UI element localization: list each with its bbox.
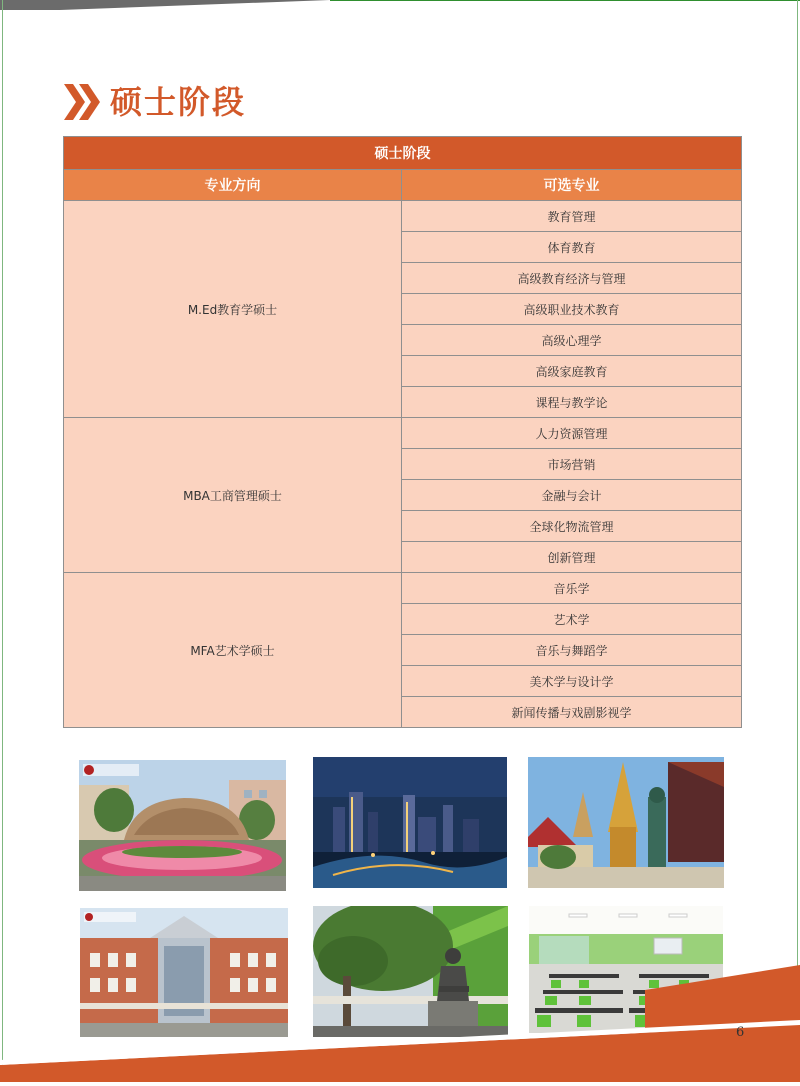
major-cell: 美术学与设计学 xyxy=(402,666,742,697)
bottom-decoration xyxy=(0,960,800,1082)
major-cell: 创新管理 xyxy=(402,542,742,573)
table-title: 硕士阶段 xyxy=(64,137,742,170)
campus-stone-photo xyxy=(79,760,286,891)
page-title: 硕士阶段 xyxy=(110,83,247,121)
major-cell: 金融与会计 xyxy=(402,480,742,511)
major-cell: 音乐学 xyxy=(402,573,742,604)
double-chevron-icon xyxy=(64,84,102,120)
major-cell: 艺术学 xyxy=(402,604,742,635)
major-cell: 全球化物流管理 xyxy=(402,511,742,542)
table-row xyxy=(64,201,742,232)
table-row xyxy=(64,418,742,449)
direction-cell: MFA艺术学硕士 xyxy=(64,573,402,728)
top-decoration xyxy=(0,0,800,10)
major-cell: 人力资源管理 xyxy=(402,418,742,449)
major-cell: 新闻传播与戏剧影视学 xyxy=(402,697,742,728)
major-cell: 体育教育 xyxy=(402,232,742,263)
temple-photo xyxy=(528,757,724,888)
major-cell: 教育管理 xyxy=(402,201,742,232)
direction-cell: M.Ed教育学硕士 xyxy=(64,201,402,418)
section-heading xyxy=(64,80,246,124)
major-cell: 课程与教学论 xyxy=(402,387,742,418)
table-row xyxy=(64,573,742,604)
major-cell: 高级职业技术教育 xyxy=(402,294,742,325)
major-cell: 高级教育经济与管理 xyxy=(402,263,742,294)
program-table xyxy=(63,136,742,728)
city-night-photo xyxy=(313,757,507,888)
column-header-direction: 专业方向 xyxy=(64,170,402,201)
page-number: 6 xyxy=(736,1025,745,1040)
column-header-majors: 可选专业 xyxy=(402,170,742,201)
major-cell: 高级心理学 xyxy=(402,325,742,356)
major-cell: 高级家庭教育 xyxy=(402,356,742,387)
direction-cell: MBA工商管理硕士 xyxy=(64,418,402,573)
major-cell: 市场营销 xyxy=(402,449,742,480)
major-cell: 音乐与舞蹈学 xyxy=(402,635,742,666)
